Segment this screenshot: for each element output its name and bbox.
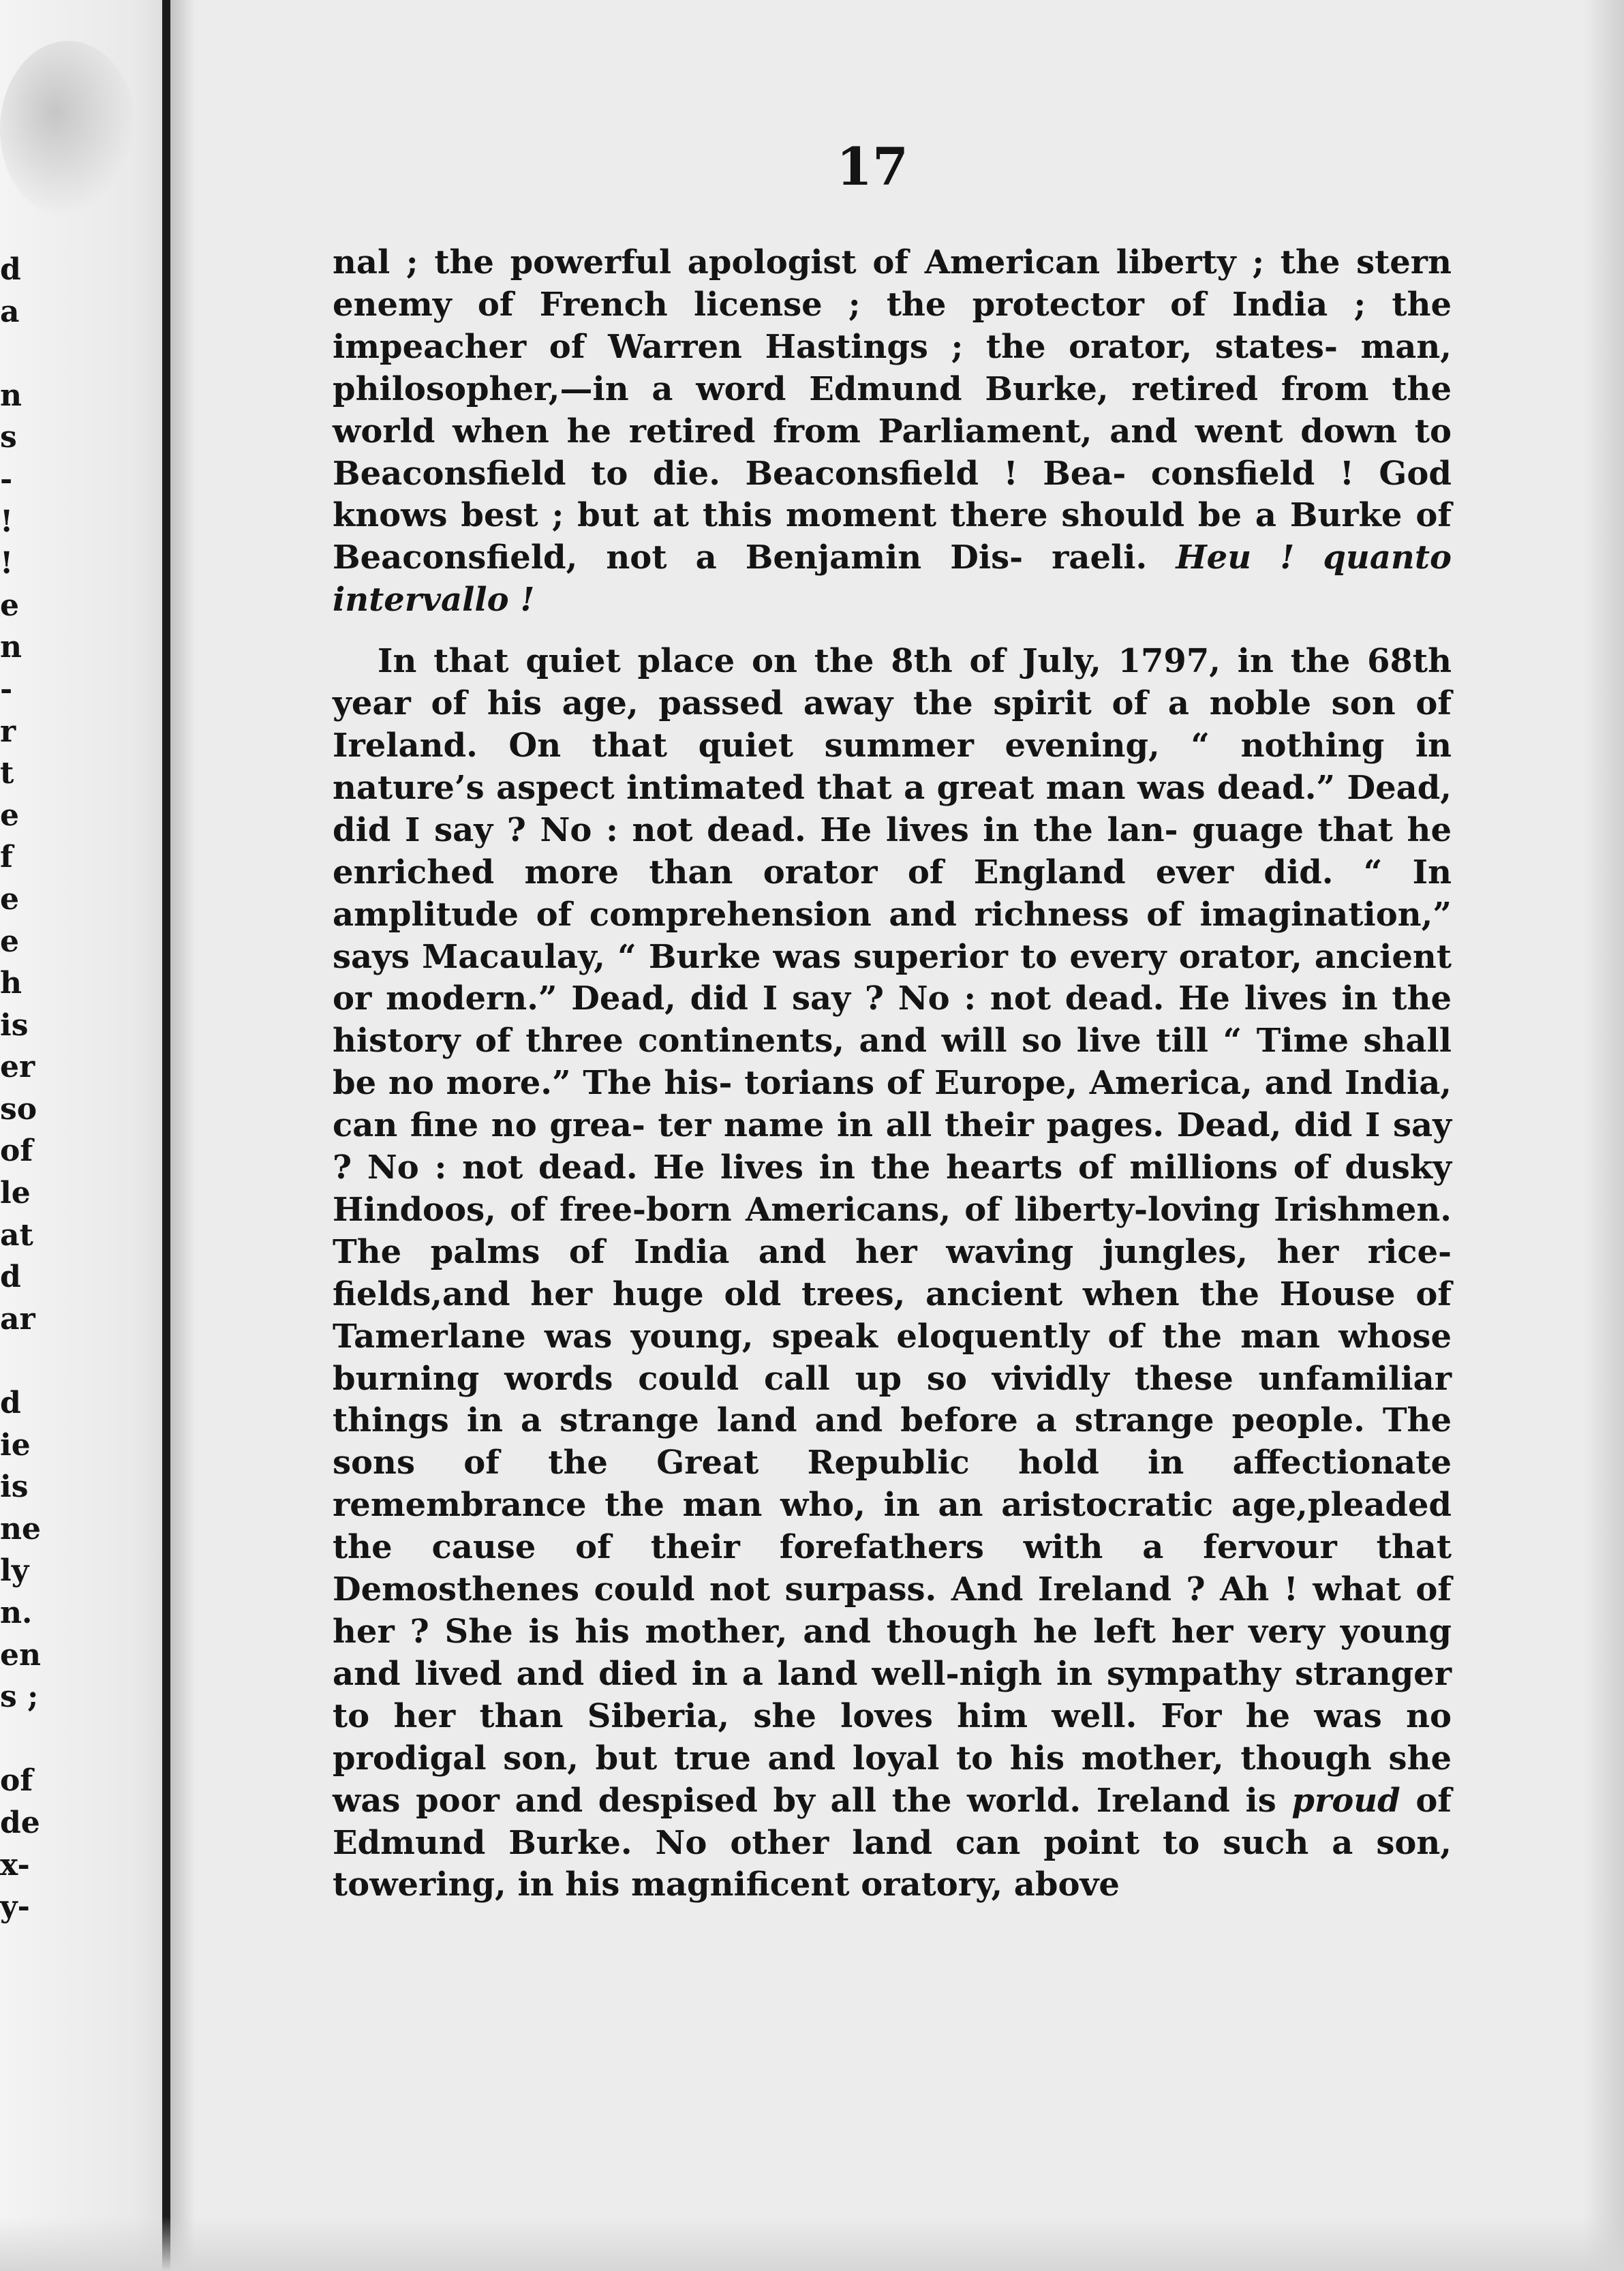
previous-page-fragment: is xyxy=(0,1469,29,1505)
previous-page-fragment: de xyxy=(0,1805,40,1840)
paper-stain xyxy=(0,41,136,218)
previous-page-fragment: is xyxy=(0,1007,29,1043)
previous-page-fragment: e xyxy=(0,881,19,917)
previous-page-fragment: ! xyxy=(0,504,14,539)
latin-quotation: Heu ! quanto intervallo ! xyxy=(333,538,1452,620)
previous-page-fragment: s xyxy=(0,420,17,455)
previous-page-fragment: ar xyxy=(0,1301,35,1337)
previous-page-fragment xyxy=(0,1340,55,1382)
previous-page-line-fragments xyxy=(0,249,55,1928)
previous-page-fragment: of xyxy=(0,1763,33,1799)
page-bottom-edge xyxy=(0,2216,1624,2271)
previous-page-fragment xyxy=(0,333,55,375)
paragraph-2-text: In that quiet place on the 8th of July, 1797, in the 68th year of his age, passed away the spirit of a noble son of Ireland. On that quiet summer evening, “ nothing in nature’s aspect intimated that a great man was dead.” Dead, did I say ? No : not dead. He lives in the lan- guage that he enriched more than orator of England ever did. “ In amplitude of comprehension and richness of imagination,” says Macaulay, “ Burke was superior to every orator, ancient or modern.” Dead, did I say ? No : not dead. He lives in the history of three continents, and will so live till “ Time shall be no more.” The his- torians of Europe, America, and India, can fine no grea- ter name in all their pages. Dead, did I say ? No : not dead. He lives in the hearts of millions of dusky Hindoos, of free-born Americans, of liberty-loving Irishmen. The palms of India and her waving jungles, her rice-fields,and her huge old trees, ancient when the House of Tamerlane was young, speak eloquently of the man whose burning words could call up so vividly these unfamiliar things in a strange land and before a strange people. The sons of the Great Republic hold in affectionate remembrance the man who, in an aristocratic age,pleaded the cause of their forefathers with a fervour that Demosthenes could not surpass. And Ireland ? Ah ! what of her ? She is his mother, and though he left her very young and lived and died in a land well-nigh in sympathy stranger to her than Siberia, she loves him well. For he was no prodigal son, but true and loyal to his mother, though she was poor and despised by all the world. Ireland is xyxy=(333,642,1452,1820)
previous-page-fragment: n xyxy=(0,630,22,665)
previous-page-fragment: d xyxy=(0,1260,21,1295)
paragraph-1-text: nal ; the powerful apologist of American liberty ; the stern enemy of French license ; the protector of India ; the impeacher of Warren Hastings ; the orator, states- man, philosopher,—in a word Edmund Burke, retired from the world when he retired from Parliament, and went down to Beaconsfield to die. Beaconsfield ! Bea- consfield ! God knows best ; but at this moment there should be a Burke of Beaconsfield, not a Benjamin Dis- raeli. xyxy=(333,243,1452,577)
previous-page-fragment: h xyxy=(0,966,22,1001)
previous-page-fragment: le xyxy=(0,1176,31,1211)
paragraph-2 xyxy=(333,641,1452,1906)
emphasis-proud: proud xyxy=(1291,1781,1400,1820)
previous-page-fragment: s ; xyxy=(0,1679,39,1715)
previous-page-fragment: y- xyxy=(0,1889,30,1925)
previous-page-fragment: en xyxy=(0,1637,41,1673)
previous-page-fragment: t xyxy=(0,756,14,791)
previous-page-fragment: n. xyxy=(0,1596,33,1630)
previous-page-fragment: a xyxy=(0,294,20,329)
previous-page-fragment: e xyxy=(0,797,19,833)
previous-page-fragment: ! xyxy=(0,546,14,581)
previous-page-fragment xyxy=(0,1718,55,1761)
previous-page-fragment: er xyxy=(0,1050,35,1085)
page-right-edge xyxy=(1583,0,1624,2271)
previous-page-fragment: of xyxy=(0,1133,33,1169)
body-text xyxy=(333,242,1452,1906)
previous-page-fragment: f xyxy=(0,840,13,875)
previous-page-fragment: ly xyxy=(0,1553,29,1589)
previous-page-fragment: d xyxy=(0,1386,21,1421)
previous-page-fragment: r xyxy=(0,714,16,749)
paragraph-2-continuation: of Edmund Burke. No other land can point to such a son, towering, in his magnificent oratory, above xyxy=(333,1781,1452,1904)
book-gutter xyxy=(162,0,170,2271)
previous-page-fragment: ne xyxy=(0,1511,41,1546)
previous-page-fragment: at xyxy=(0,1217,33,1253)
gutter-shadow xyxy=(170,0,195,2271)
previous-page-fragment: - xyxy=(0,671,13,707)
previous-page-fragment: e xyxy=(0,924,19,959)
previous-page-fragment: n xyxy=(0,378,22,413)
previous-page-fragment: e xyxy=(0,588,19,623)
previous-page-fragment: ie xyxy=(0,1427,31,1463)
previous-page-fragment: d xyxy=(0,252,21,287)
page-number: 17 xyxy=(836,136,908,197)
paragraph-1 xyxy=(333,242,1452,622)
previous-page-fragment: x- xyxy=(0,1847,30,1883)
previous-page-fragment: - xyxy=(0,461,13,497)
previous-page-fragment: so xyxy=(0,1091,37,1127)
